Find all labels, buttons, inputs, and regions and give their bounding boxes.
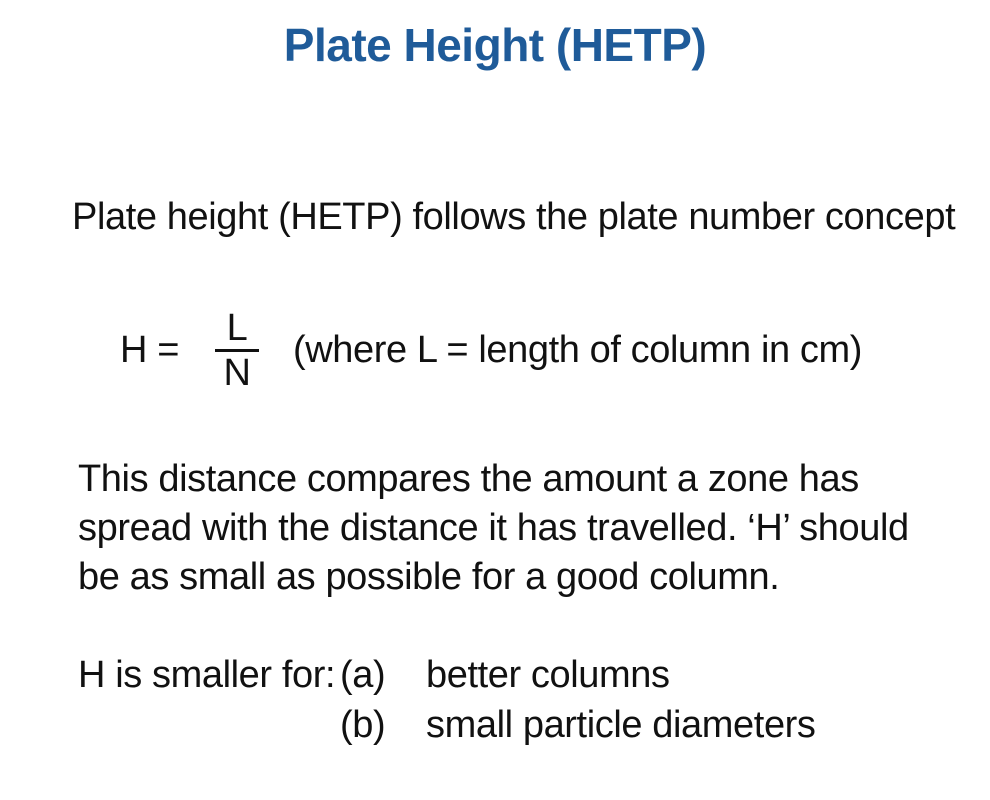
formula-note: (where L = length of column in cm) [293,328,862,371]
list-text: better columns [426,654,670,696]
conditions-list [78,650,816,750]
list-item [78,700,816,750]
paragraph-line: be as small as possible for a good column. [78,556,780,598]
hetp-formula [120,300,862,400]
explanation-paragraph [78,455,958,602]
list-text: small particle diameters [426,704,816,746]
list-marker: (a) [340,654,386,696]
formula-fraction [215,306,259,394]
paragraph-line: spread with the distance it has travelled. ‘H’ should [78,507,909,549]
list-lead: H is smaller for: [78,654,336,696]
list-item [78,650,816,700]
fraction-denominator: N [223,351,251,394]
fraction-numerator: L [226,306,248,349]
paragraph-line: This distance compares the amount a zone has [78,458,859,500]
intro-sentence: Plate height (HETP) follows the plate number concept [72,196,956,238]
slide-title: Plate Height (HETP) [283,19,707,71]
list-marker: (b) [340,704,386,746]
formula-lhs: H = [120,328,179,371]
